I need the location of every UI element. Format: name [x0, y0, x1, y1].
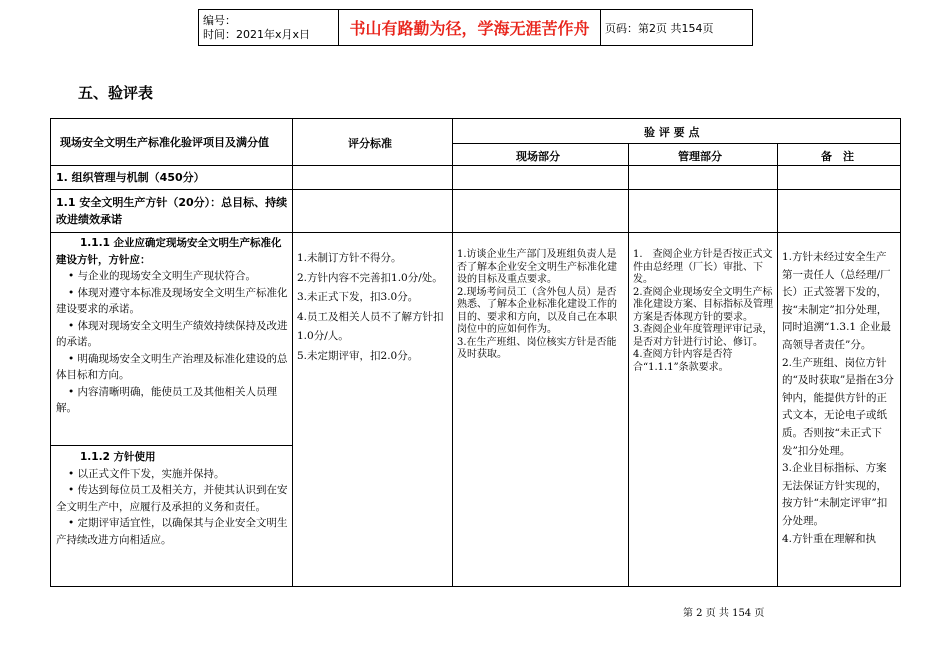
number-label: 编号： — [203, 13, 236, 27]
table-border-top — [50, 118, 901, 119]
row-org-management: 1. 组织管理与机制（450分） — [56, 171, 205, 184]
note-item: 1.方针未经过安全生产第一责任人（总经理/厂长）正式签署下发的，按“未制定”扣分处理，同时追溯“1.3.1 企业最高领导者责任”分。 — [782, 251, 891, 351]
page-footer: 第 2 页 共 154 页 — [683, 608, 765, 619]
divider-header — [50, 165, 901, 166]
table-border-bottom — [50, 586, 901, 587]
item-111-title: 1.1.1 企业应确定现场安全文明生产标准化建设方针，方针应： — [56, 237, 282, 266]
divider-col4 — [777, 143, 778, 587]
management-item: 4.查阅方针内容是否符合“1.1.1”条款要求。 — [633, 349, 733, 373]
row-safety-policy: 1.1 安全文明生产方针（20分）：总目标、持续改进绩效承诺 — [56, 196, 288, 226]
motto: 书山有路勤为径，学海无涯苦作舟 — [339, 10, 601, 46]
item-111 — [56, 235, 288, 417]
item-112-bullet: • 传达到每位员工及相关方，并使其认识到在安全文明生产中，应履行及承担的义务和责任。 — [56, 484, 288, 513]
header-meta — [199, 10, 339, 46]
scoring-item: 1.未制订方针不得分。 — [297, 252, 402, 264]
management-item: 3.查阅企业年度管理评审记录，是否对方针进行讨论、修订。 — [633, 324, 773, 348]
col3-header: 现场部分 — [516, 150, 560, 163]
time-label: 时间：2021年x月x日 — [203, 27, 311, 41]
col5-header: 备 注 — [821, 150, 854, 163]
divider-row1 — [50, 189, 901, 190]
notes — [782, 249, 897, 584]
item-112-bullet: • 定期评审适宜性，以确保其与企业安全文明生产持续改进方向相适应。 — [56, 517, 288, 546]
item-111-bullet: • 与企业的现场安全文明生产现状符合。 — [68, 270, 257, 282]
note-item: 2.生产班组、岗位方针的“及时获取”是指在3分钟内，能提供方针的正式文本，无论电子或纸质。否则按“未正式下发”扣分处理。 — [782, 356, 894, 457]
item-112-title: 1.1.2 方针使用 — [80, 451, 156, 463]
site-item: 1.访谈企业生产部门及班组负责人是否了解本企业安全文明生产标准化建设的目标及重点要求。 — [457, 249, 617, 285]
item-111-bullet: • 内容清晰明确，能使员工及其他相关人员理解。 — [56, 385, 278, 414]
col4-header: 管理部分 — [678, 150, 722, 163]
note-item: 3.企业目标指标、方案无法保证方针实现的，按方针“未制定评审”扣分处理。 — [782, 462, 888, 527]
scoring-item: 3.未正式下发，扣3.0分。 — [297, 291, 419, 303]
site-checks — [457, 249, 625, 362]
item-112-bullet: • 以正式文件下发，实施并保持。 — [68, 467, 225, 480]
management-checks — [633, 249, 775, 374]
item-111-bullet: • 体现对遵守本标准及现场安全文明生产标准化建设要求的承诺。 — [56, 286, 288, 315]
item-112 — [56, 449, 288, 548]
divider-col3 — [628, 143, 629, 587]
page-header — [198, 9, 753, 46]
evaluation-table — [50, 118, 901, 587]
col2-header: 评分标准 — [348, 137, 392, 150]
divider-row2 — [50, 232, 901, 233]
col1-header: 现场安全文明生产标准化验评项目及满分值 — [60, 136, 269, 149]
divider-item112 — [50, 445, 293, 446]
note-item: 4.方针重在理解和执 — [782, 532, 877, 545]
divider-subheader — [452, 143, 901, 144]
scoring-criteria — [297, 249, 449, 366]
item-111-bullet: • 明确现场安全文明生产治理及标准化建设的总体目标和方向。 — [56, 352, 288, 381]
item-111-bullet: • 体现对现场安全文明生产绩效持续保持及改进的承诺。 — [56, 319, 288, 348]
scoring-item: 4.员工及相关人员不了解方针扣1.0分/人。 — [297, 310, 444, 342]
management-item: 1. 查阅企业方针是否按正式文件由总经理（厂长）审批、下发。 — [633, 249, 773, 285]
scoring-item: 2.方针内容不完善扣1.0分/处。 — [297, 271, 443, 284]
scoring-item: 5.未定期评审，扣2.0分。 — [297, 349, 419, 362]
site-item: 2.现场考问员工（含外包人员）是否熟悉、了解本企业标准化建设工作的目的、要求和方向，以及自己在本职岗位中的应如何作为。 — [457, 286, 617, 335]
management-item: 2.查阅企业现场安全文明生产标准化建设方案、目标指标及管理方案是否体现方针的要求。 — [633, 286, 773, 323]
page-info: 页码：第2页 共154页 — [601, 10, 753, 46]
site-item: 3.在生产班组、岗位核实方针是否能及时获取。 — [457, 336, 617, 360]
group-header: 验 评 要 点 — [644, 126, 700, 139]
section-title: 五、验评表 — [78, 84, 154, 102]
